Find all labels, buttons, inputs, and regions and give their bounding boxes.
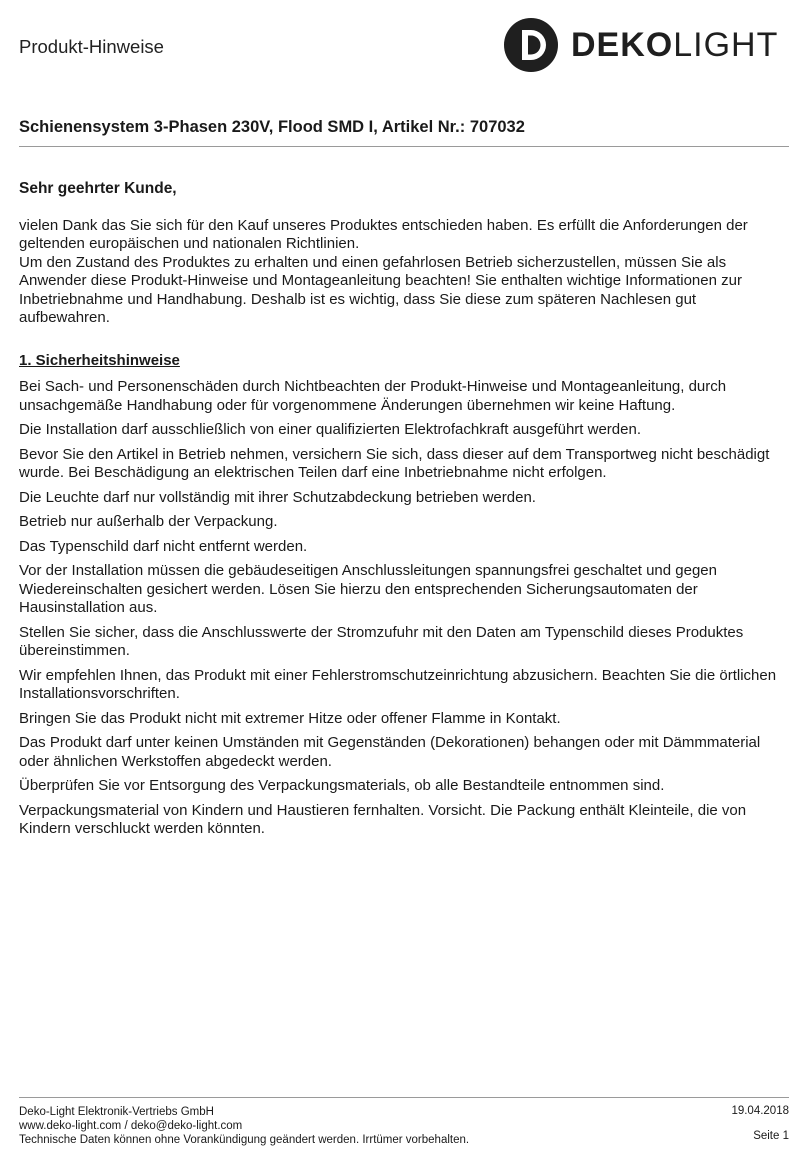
logo-wordmark-bold: DEKO — [571, 26, 674, 64]
safety-hint: Bevor Sie den Artikel in Betrieb nehmen, versichern Sie sich, dass dieser auf dem Transportweg nicht beschädigt wurde. Bei Beschädigung an elektrischen Teilen darf eine Inbetriebnahme nicht erfolgen. — [19, 445, 770, 481]
intro-text — [19, 217, 791, 328]
product-title: Schienensystem 3-Phasen 230V, Flood SMD I, Artikel Nr.: 707032 — [19, 118, 525, 136]
safety-hint: Das Produkt darf unter keinen Umständen mit Gegenständen (Dekorationen) behangen oder mit Dämmmaterial oder ähnlichen Werkstoffen abgedeckt werden. — [19, 734, 761, 770]
footer-date: 19.04.2018 — [731, 1105, 789, 1117]
salutation: Sehr geehrter Kunde, — [19, 180, 177, 197]
footer-disclaimer: Technische Daten können ohne Vorankündigung geändert werden. Irrtümer vorbehalten. — [19, 1134, 470, 1146]
footer-divider — [19, 1097, 789, 1098]
safety-hint: Verpackungsmaterial von Kindern und Haustieren fernhalten. Vorsicht. Die Packung enthält Kleinteile, die von Kindern verschluckt werden könnten. — [19, 801, 747, 837]
deko-light-logo — [503, 16, 778, 74]
safety-hints-list — [19, 378, 791, 839]
footer-company: Deko-Light Elektronik-Vertriebs GmbH — [19, 1106, 214, 1118]
logo-wordmark — [571, 28, 778, 62]
document-body — [19, 180, 791, 845]
page-number: Seite 1 — [753, 1130, 789, 1142]
safety-hint: Wir empfehlen Ihnen, das Produkt mit einer Fehlerstromschutzeinrichtung abzusichern. Beachten Sie die örtlichen Installationsvorschriften. — [19, 666, 777, 702]
footer-info — [19, 1105, 469, 1147]
footer-contact: www.deko-light.com / deko@deko-light.com — [19, 1120, 243, 1132]
safety-hint: Überprüfen Sie vor Entsorgung des Verpackungsmaterials, ob alle Bestandteile entnommen sind. — [19, 777, 665, 794]
intro-paragraph: Um den Zustand des Produktes zu erhalten und einen gefahrlosen Betrieb sicherzustellen, müssen Sie als Anwender diese Produkt-Hinweise und Montageanleitung beachten! Sie enthalten wichtige Informationen zur Inbetriebnahme und Handhabung. Deshalb ist es wichtig, dass Sie diese zum späteren Nachlesen gut aufbewahren. — [19, 253, 742, 326]
safety-hint: Bringen Sie das Produkt nicht mit extremer Hitze oder offener Flamme in Kontakt. — [19, 709, 561, 727]
header-divider — [19, 146, 789, 147]
safety-hint: Die Installation darf ausschließlich von einer qualifizierten Elektrofachkraft ausgeführt werden. — [19, 421, 641, 438]
deko-d-logo-icon — [503, 17, 559, 73]
safety-hint: Die Leuchte darf nur vollständig mit ihrer Schutzabdeckung betrieben werden. — [19, 488, 536, 506]
section-heading-safety: 1. Sicherheitshinweise — [19, 351, 180, 369]
safety-hint: Vor der Installation müssen die gebäudeseitigen Anschlussleitungen spannungsfrei geschaltet und gegen Wiedereinschalten gesichert werden. Lösen Sie hierzu den entsprechenden Sicherungsautomaten der Hausinstallation aus. — [19, 562, 717, 616]
intro-paragraph: vielen Dank das Sie sich für den Kauf unseres Produktes entschieden haben. Es erfüllt die Anforderungen der geltenden europäischen und nationalen Richtlinien. — [19, 216, 748, 252]
logo-wordmark-light: LIGHT — [673, 26, 779, 64]
safety-hint: Das Typenschild darf nicht entfernt werden. — [19, 537, 308, 555]
safety-hint: Stellen Sie sicher, dass die Anschlusswerte der Stromzufuhr mit den Daten am Typenschild dieses Produktes übereinstimmen. — [19, 623, 744, 659]
safety-hint: Betrieb nur außerhalb der Verpackung. — [19, 513, 278, 530]
document-type-label: Produkt-Hinweise — [19, 36, 164, 57]
safety-hint: Bei Sach- und Personenschäden durch Nichtbeachten der Produkt-Hinweise und Montageanleitung, durch unsachgemäße Handhabung oder für vorgenommene Änderungen übernehmen wir keine Haftung. — [19, 378, 727, 414]
